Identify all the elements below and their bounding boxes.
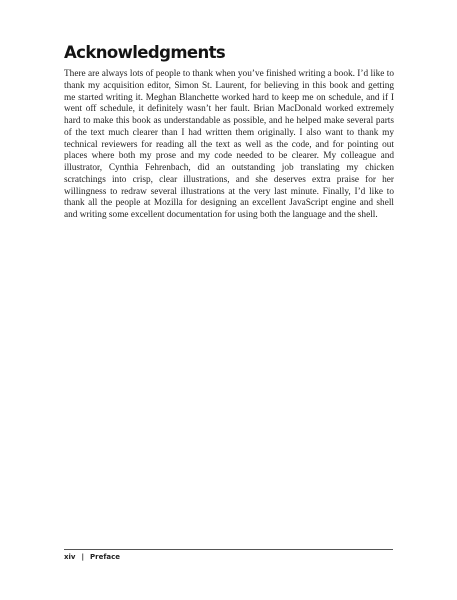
footer-rule xyxy=(64,549,393,550)
page-number: xiv xyxy=(64,553,76,561)
acknowledgments-paragraph: There are always lots of people to thank when you’ve finished writing a book. I’d like to thank my acquisition editor, Simon St. Laurent, for believing in this book and getting me started writing it. Meghan Blanchette worked hard to keep me on schedule, and if I went off schedule, it definitely wasn’t her fault. Brian MacDonald worked extremely hard to make this book as understandable as possible, and he helped make several parts of the text much clearer than I had written them originally. I also want to thank my technical reviewers for reading all the text as well as the code, and for pointing out places where both my prose and my code needed to be clearer. My colleague and illustrator, Cynthia Fehrenbach, did an outstanding job translating my chicken scratchings into crisp, clear illustrations, and she deserves extra praise for her willingness to redraw several illustrations at the very last minute. Finally, I’d like to thank all the people at Mozilla for designing an excellent JavaScript engine and shell and writing some excellent documentation for using both the language and the shell. xyxy=(64,69,394,220)
footer-separator: | xyxy=(81,553,85,561)
page-footer xyxy=(64,553,120,561)
chapter-name: Preface xyxy=(90,553,121,561)
section-heading: Acknowledgments xyxy=(64,43,226,62)
